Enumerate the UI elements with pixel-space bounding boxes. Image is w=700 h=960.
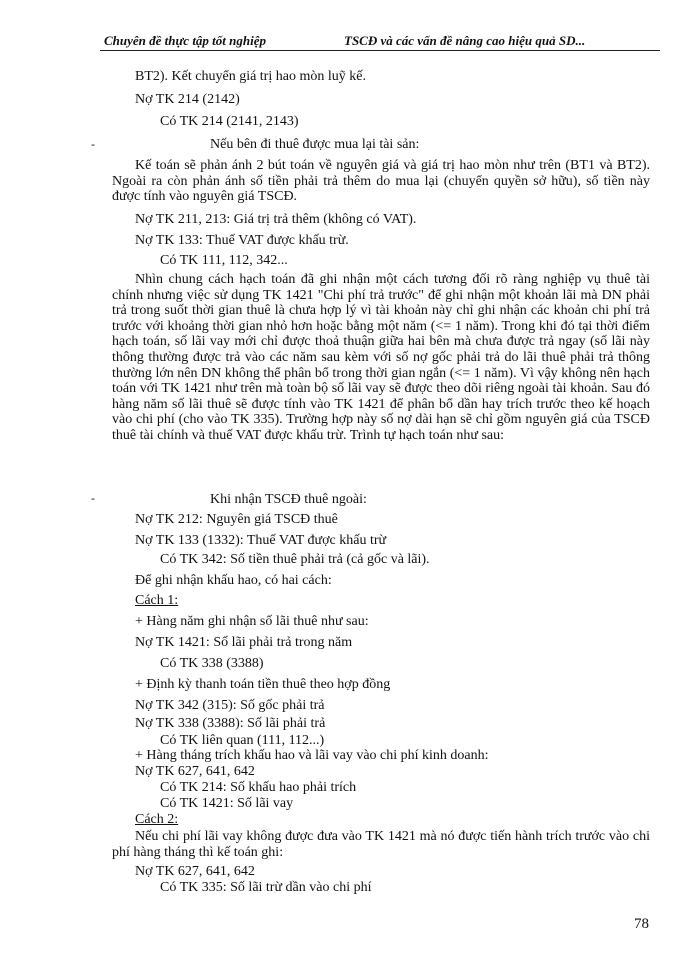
method-heading: Cách 1: bbox=[135, 593, 179, 608]
bullet-mark: - bbox=[91, 491, 95, 505]
section-heading: Nếu bên đi thuê được mua lại tài sản: bbox=[210, 137, 420, 152]
paragraph: Nhìn chung cách hạch toán đã ghi nhận một cách tương đối rõ ràng nghiệp vụ thuê tài chính nhưng việc sử dụng TK 1421 "Chi phí trả trước" để ghi nhận một khoản lãi mà DN phải trả trong suốt thời gian thuê là chưa hợp lý vì tài khoản này chỉ ghi nhận các khoản chi phí trả trước với khoảng thời gian nhỏ hơn hoặc bằng một năm (<= 1 năm). Trong khi đó tại thời điểm hạch toán, số lãi vay mới chỉ được thoả thuận giữa hai bên mà chưa được trả ngay (số lãi này thông thường được trả vào các năm sau kèm với số nợ gốc phải trả do lãi thuê phải trả thông thường lớn nên DN không thể phân bổ trong thời gian ngắn (<= 1 năm). Vì vậy không nên hạch toán với TK 1421 như trên mà toàn bộ số lãi vay sẽ được theo dõi riêng ngoài tài khoản. Sau đó hàng năm số lãi thuê sẽ được tính vào TK 1421 để phân bổ dần hay trích trước theo kế hoạch vào chi phí (cho vào TK 335). Trường hợp này số nợ dài hạn sẽ chỉ gồm nguyên giá của TSCĐ thuê tài chính và thuế VAT được khấu trừ. Trình tự hạch toán như sau: bbox=[112, 272, 650, 443]
page-number: 78 bbox=[634, 916, 649, 932]
text-line: Có TK 214 (2141, 2143) bbox=[160, 114, 299, 129]
page-header bbox=[100, 28, 660, 51]
text-line: Nợ TK 627, 641, 642 bbox=[135, 864, 255, 879]
text-line: Có TK 342: Số tiền thuê phải trả (cả gốc và lãi). bbox=[160, 552, 430, 567]
text-line: Nợ TK 211, 213: Giá trị trả thêm (không có VAT). bbox=[135, 212, 417, 227]
text-line: BT2). Kết chuyển giá trị hao mòn luỹ kế. bbox=[135, 69, 366, 84]
text-line: + Hàng tháng trích khấu hao và lãi vay vào chi phí kinh doanh: bbox=[135, 748, 489, 763]
text-line: Nợ TK 338 (3388): Số lãi phải trả bbox=[135, 716, 326, 731]
text-line: + Định kỳ thanh toán tiền thuê theo hợp đồng bbox=[135, 677, 391, 692]
text-line: Có TK liên quan (111, 112...) bbox=[160, 733, 325, 748]
text-line: Nợ TK 342 (315): Số gốc phải trả bbox=[135, 698, 325, 713]
text-line: Nợ TK 1421: Số lãi phải trả trong năm bbox=[135, 635, 353, 650]
text-line: Có TK 338 (3388) bbox=[160, 656, 264, 671]
text-line: Để ghi nhận khấu hao, có hai cách: bbox=[135, 573, 332, 588]
text-line: Có TK 1421: Số lãi vay bbox=[160, 796, 294, 811]
paragraph: Kế toán sẽ phản ánh 2 bút toán về nguyên giá và giá trị hao mòn như trên (BT1 và BT2). Ngoài ra còn phản ánh số tiền phải trả thêm do mua lại (chuyển quyền sở hữu), số tiền này được tính vào nguyên giá TSCĐ. bbox=[112, 158, 650, 205]
text-line: Có TK 335: Số lãi trừ dần vào chi phí bbox=[160, 880, 372, 895]
bullet-mark: - bbox=[91, 137, 95, 151]
text-line: Có TK 111, 112, 342... bbox=[160, 253, 288, 268]
paragraph: Nếu chi phí lãi vay không được đưa vào TK 1421 mà nó được tiến hành trích trước vào chi phí hàng tháng thì kế toán ghi: bbox=[112, 829, 650, 860]
text-line: Nợ TK 214 (2142) bbox=[135, 92, 240, 107]
header-left-title: Chuyên đề thực tập tốt nghiệp bbox=[104, 33, 266, 48]
text-line: Nợ TK 133 (1332): Thuế VAT được khấu trừ bbox=[135, 533, 387, 548]
header-right-title: TSCĐ và các vấn đề nâng cao hiệu quả SD... bbox=[344, 33, 586, 48]
method-heading: Cách 2: bbox=[135, 812, 179, 827]
text-line: + Hàng năm ghi nhận số lãi thuê như sau: bbox=[135, 614, 369, 629]
section-heading: Khi nhận TSCĐ thuê ngoài: bbox=[210, 492, 367, 507]
text-line: Nợ TK 133: Thuế VAT được khấu trừ. bbox=[135, 233, 349, 248]
text-line: Có TK 214: Số khấu hao phải trích bbox=[160, 780, 357, 795]
text-line: Nợ TK 212: Nguyên giá TSCĐ thuê bbox=[135, 512, 338, 527]
text-line: Nợ TK 627, 641, 642 bbox=[135, 764, 255, 779]
